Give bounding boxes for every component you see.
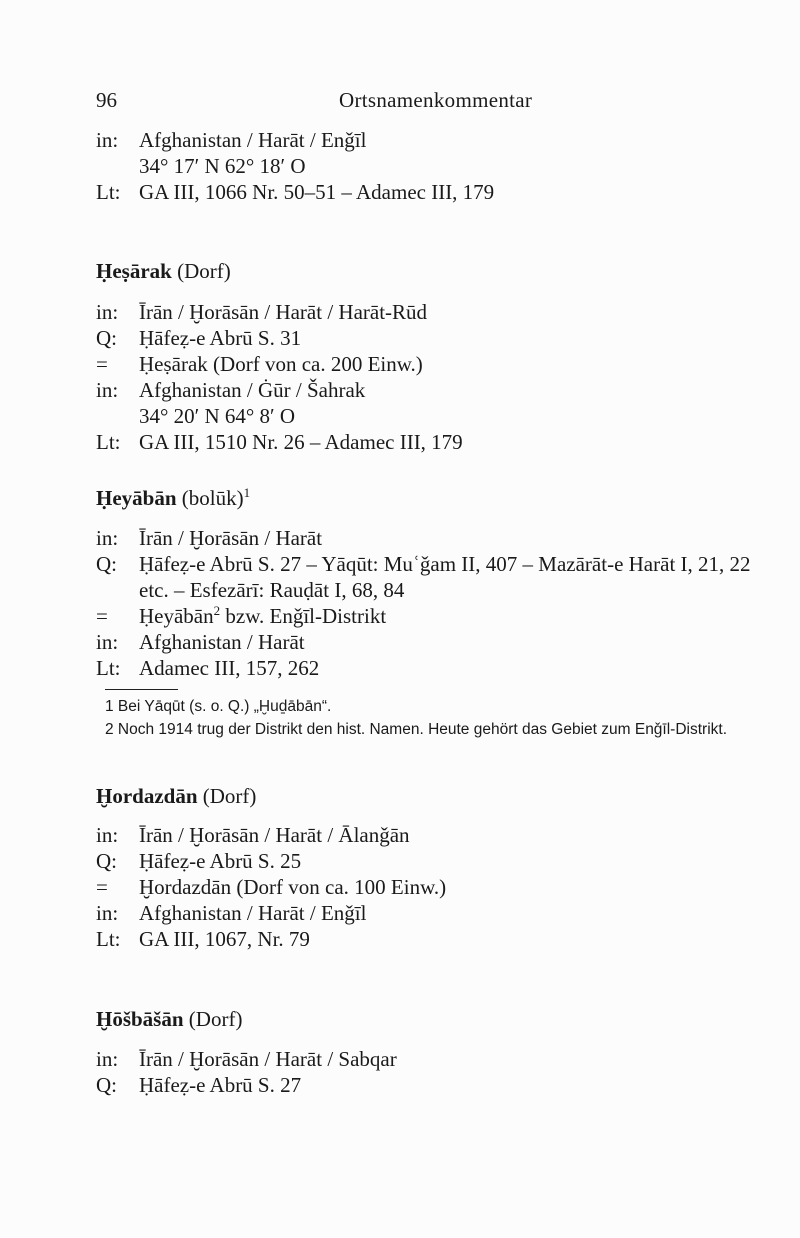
entry-heading-heyaban: Ḥeyābān (bolūk)$^1$ [96,485,251,510]
entry-line: in: Īrān / Ḫorāsān / Harāt / Harāt-Rūd [96,300,428,324]
entry-line: = Ḥeyābān$^2$ bzw. Enǧīl-Distrikt [96,603,387,628]
entry-line: Lt: GA III, 1510 Nr. 26 – Adamec III, 179 [96,430,463,454]
entry-line: in: Afghanistan / Harāt / Enǧīl [96,901,367,925]
entry-line: Q: Ḥāfeẓ-e Abrū S. 25 [96,849,302,873]
footnote-ref: 1 [243,485,251,500]
top-lt-line: Lt: GA III, 1066 Nr. 50–51 – Adamec III, 179 [96,180,495,204]
entry-line: Q: Ḥāfeẓ-e Abrū S. 27 – Yāqūt: Muʿǧam II, 407 – Mazārāt-e Harāt I, 21, 22 [96,552,751,576]
running-title: Ortsnamenkommentar [339,88,533,112]
entry-line: in: Afghanistan / Harāt [96,630,305,654]
entry-line: = Ḫordazdān (Dorf von ca. 100 Einw.) [96,875,447,899]
entry-line: in: Afghanistan / Ġūr / Šahrak [96,378,366,402]
footnote-2: 2 Noch 1914 trug der Distrikt den hist. Namen. Heute gehört das Gebiet zum Enǧīl-Distrikt. [105,721,728,738]
page-header [0,88,800,118]
entry-line: in: Īrān / Ḫorāsān / Harāt [96,526,323,550]
footnote-rule [105,689,178,690]
top-coords-line: 34° 17′ N 62° 18′ O [139,154,306,178]
entry-heading-hosbasan: Ḫōšbāšān (Dorf) [96,1007,243,1031]
footnote-1: 1 Bei Yāqūt (s. o. Q.) „Ḫuḏābān“. [105,698,332,715]
entry-coords: 34° 20′ N 64° 8′ O [139,404,296,428]
page-number: 96 [96,88,117,112]
entry-line: etc. – Esfezārī: Rauḍāt I, 68, 84 [139,578,405,602]
entry-line: Lt: GA III, 1067, Nr. 79 [96,927,310,951]
entry-line: Q: Ḥāfeẓ-e Abrū S. 27 [96,1073,302,1097]
top-in-line: in: Afghanistan / Harāt / Enǧīl [96,128,367,152]
entry-heading-hordazdan: Ḫordazdān (Dorf) [96,784,257,808]
entry-line: Lt: Adamec III, 157, 262 [96,656,320,680]
entry-line: Q: Ḥāfeẓ-e Abrū S. 31 [96,326,302,350]
footnote-ref: 2 [213,603,221,618]
entry-line: = Ḥeṣārak (Dorf von ca. 200 Einw.) [96,352,423,376]
entry-heading-hesarak: Ḥeṣārak (Dorf) [96,259,231,283]
entry-line: in: Īrān / Ḫorāsān / Harāt / Sabqar [96,1047,397,1071]
entry-line: in: Īrān / Ḫorāsān / Harāt / Ālanǧān [96,823,410,847]
